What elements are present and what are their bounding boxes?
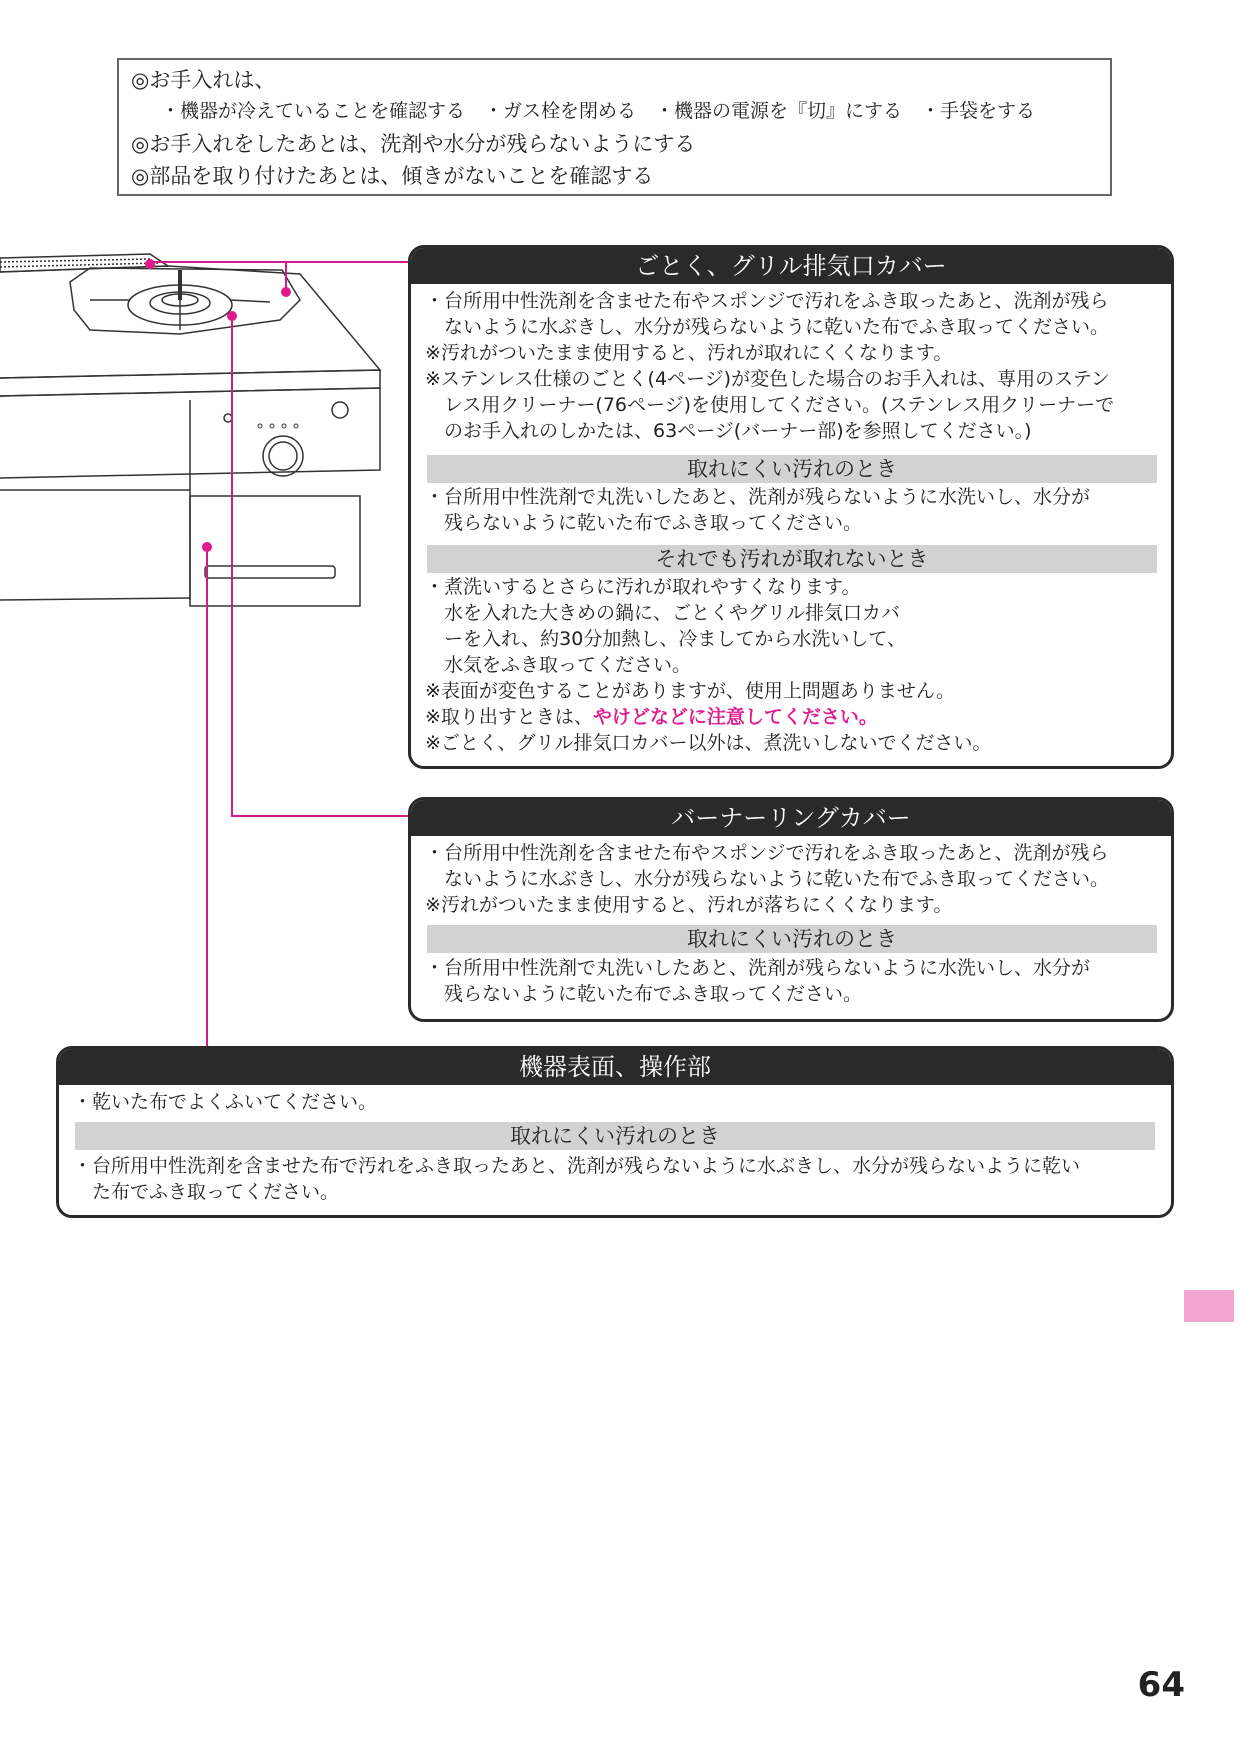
gotoku-warning-prefix: ※取り出すときは、 [425, 706, 593, 728]
notice-line-4: ◎部品を取り付けたあとは、傾きがないことを確認する [131, 164, 654, 188]
gotoku-line-3: ※汚れがついたまま使用すると、汚れが取れにくくなります。 [425, 342, 953, 364]
notice-line-3: ◎お手入れをしたあとは、洗剤や水分が残らないようにする [131, 132, 696, 156]
gotoku-sub1-line-2: 残らないように乾いた布でふき取ってください。 [425, 512, 863, 534]
gotoku-sub2-line-1: ・煮洗いするとさらに汚れが取れやすくなります。 [425, 576, 861, 598]
gotoku-line-6: のお手入れのしかたは、63ページ(バーナー部)を参照してください。) [425, 420, 1032, 442]
surface-title: 機器表面、操作部 [59, 1049, 1171, 1085]
gotoku-line-2: ないように水ぶきし、水分が残らないように乾いた布でふき取ってください。 [425, 316, 1110, 338]
surface-section [56, 1046, 1174, 1218]
gotoku-sub2-line-3: ーを入れ、約30分加熱し、冷ましてから水洗いして、 [425, 628, 906, 650]
gotoku-line-4: ※ステンレス仕様のごとく(4ページ)が変色した場合のお手入れは、専用のステン [425, 368, 1110, 390]
burner-sub-line-2: 残らないように乾いた布でふき取ってください。 [425, 983, 863, 1005]
gotoku-line-5: レス用クリーナー(76ページ)を使用してください。(ステンレス用クリーナーで [425, 394, 1115, 416]
gotoku-sub2-line-5: ※表面が変色することがありますが、使用上問題ありません。 [425, 680, 956, 702]
gotoku-sub-heading-2: それでも汚れが取れないとき [427, 545, 1157, 573]
gotoku-warning [425, 704, 878, 730]
gotoku-sub1-line-1: ・台所用中性洗剤で丸洗いしたあと、洗剤が残らないように水洗いし、水分が [425, 486, 1091, 508]
gotoku-last-line: ※ごとく、グリル排気口カバー以外は、煮洗いしないでください。 [425, 732, 992, 754]
notice-line-2: ・機器が冷えていることを確認する ・ガス栓を閉める ・機器の電源を『切』にする ・手袋をする [161, 100, 1036, 122]
surface-line: ・乾いた布でよくふいてください。 [73, 1091, 378, 1113]
gotoku-sub2-line-2: 水を入れた大きめの鍋に、ごとくやグリル排気口カバ [425, 602, 901, 624]
burner-line-1: ・台所用中性洗剤を含ませた布やスポンジで汚れをふき取ったあと、洗剤が残ら [425, 842, 1109, 864]
burner-line-3: ※汚れがついたまま使用すると、汚れが落ちにくくなります。 [425, 894, 953, 916]
burner-title: バーナーリングカバー [411, 800, 1171, 836]
surface-sub-heading: 取れにくい汚れのとき [75, 1122, 1155, 1150]
burner-section [408, 797, 1174, 1022]
page-number: 64 [1137, 1665, 1185, 1705]
burner-sub-line-1: ・台所用中性洗剤で丸洗いしたあと、洗剤が残らないように水洗いし、水分が [425, 957, 1091, 979]
gotoku-sub2-line-4: 水気をふき取ってください。 [425, 654, 692, 676]
gotoku-sub-heading-1: 取れにくい汚れのとき [427, 455, 1157, 483]
section-tab [1184, 1290, 1234, 1322]
gotoku-title: ごとく、グリル排気口カバー [411, 248, 1171, 284]
gotoku-line-1: ・台所用中性洗剤を含ませた布やスポンジで汚れをふき取ったあと、洗剤が残ら [425, 290, 1109, 312]
gotoku-section [408, 245, 1174, 769]
gotoku-warning-emphasis: やけどなどに注意してください。 [592, 706, 878, 728]
surface-sub-line-2: た布でふき取ってください。 [73, 1181, 340, 1203]
notice-line-1: ◎お手入れは、 [131, 68, 276, 92]
burner-line-2: ないように水ぶきし、水分が残らないように乾いた布でふき取ってください。 [425, 868, 1110, 890]
burner-sub-heading: 取れにくい汚れのとき [427, 925, 1157, 953]
surface-sub-line-1: ・台所用中性洗剤を含ませた布で汚れをふき取ったあと、洗剤が残らないように水ぶきし、水分が残らないように乾い [73, 1155, 1081, 1177]
